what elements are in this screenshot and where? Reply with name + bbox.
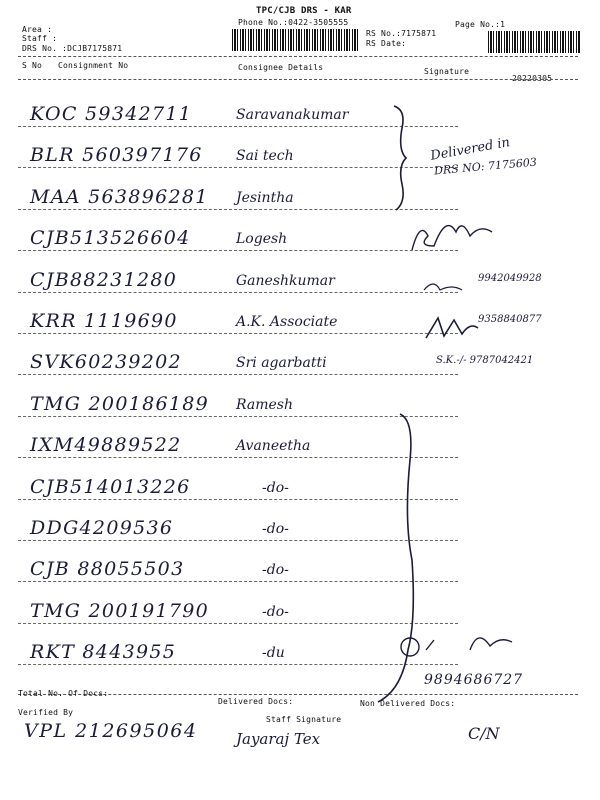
- row-underline: [18, 333, 458, 334]
- receiver-signature-text: 9942049928: [478, 272, 542, 284]
- cn-mark: C/N: [468, 724, 500, 743]
- consignment-number: CJB88231280: [30, 268, 178, 291]
- consignment-number: TMG 200186189: [30, 392, 210, 415]
- consignee-name: -du: [262, 645, 285, 662]
- receiver-signature-text: 9358840877: [478, 314, 542, 325]
- consignee-name: Sai tech: [236, 148, 294, 165]
- consignee-name: -do-: [262, 603, 289, 620]
- row-underline: [18, 250, 458, 251]
- drs-ref-note: DRS NO: 7175603: [433, 155, 538, 178]
- consignment-number: DDG4209536: [30, 517, 174, 539]
- print-date: 20220305: [512, 74, 553, 83]
- consignee-name: Ganeshkumar: [236, 272, 335, 289]
- consignment-number: CJB514013226: [30, 475, 191, 498]
- consignee-name: Ramesh: [236, 396, 293, 413]
- row-underline: [18, 209, 458, 210]
- drs-number: DRS No. :DCJB7175871: [22, 44, 123, 53]
- row-underline: [18, 540, 458, 541]
- consignment-number: SVK60239202: [30, 351, 182, 374]
- consignee-name: Jesintha: [236, 189, 294, 206]
- row-underline: [18, 457, 458, 458]
- phone-number: Phone No.:0422-3505555: [238, 18, 349, 27]
- staff-signature-label: Staff Signature: [266, 715, 342, 724]
- col-sno: S No: [22, 61, 43, 70]
- signature-logesh: [412, 226, 492, 250]
- consignee-name: -do-: [262, 521, 289, 537]
- consignment-number: BLR 560397176: [30, 144, 203, 167]
- rs-barcode: [488, 31, 580, 53]
- verifier-code: VPL 212695064: [24, 720, 198, 742]
- row-underline: [18, 499, 458, 500]
- signature-ganesh: [424, 284, 462, 290]
- doc-title: TPC/CJB DRS - KAR: [256, 6, 352, 16]
- row-underline: [18, 581, 458, 582]
- consignee-name: Sri agarbatti: [236, 355, 327, 372]
- consignee-name: -do-: [262, 562, 289, 579]
- staff-label: Staff :: [22, 34, 58, 43]
- consignment-number: IXM49889522: [30, 434, 182, 457]
- consignment-number: KOC 59342711: [30, 103, 193, 125]
- staff-name: Jayaraj Tex: [236, 730, 321, 748]
- consignee-name: Saravanakumar: [236, 107, 349, 123]
- total-docs-label: Total No. Of Docs:: [18, 689, 109, 698]
- consignment-number: TMG 200191790: [30, 599, 210, 622]
- drs-barcode: [232, 29, 360, 51]
- consignment-number: KRR 1119690: [30, 310, 178, 332]
- rs-number: RS No.:7175871: [366, 29, 437, 38]
- row-underline: [18, 167, 458, 168]
- consignment-number: RKT 8443955: [30, 641, 177, 664]
- receiver-signature-text: S.K.-/- 9787042421: [436, 355, 534, 367]
- circled-mark: [401, 638, 419, 656]
- row-underline: [18, 416, 458, 417]
- verified-by-label: Verified By: [18, 708, 74, 717]
- area-label: Area :: [22, 25, 53, 34]
- row-underline: [18, 292, 458, 293]
- signature-ak: [426, 318, 478, 338]
- consignee-name: A.K. Associate: [236, 314, 338, 330]
- consignment-number: MAA 563896281: [30, 185, 209, 208]
- col-signature: Signature: [424, 67, 470, 76]
- consignment-number: CJB 88055503: [30, 558, 185, 581]
- consignment-number: CJB513526604: [30, 227, 191, 250]
- brace-top: [394, 106, 406, 210]
- rs-date: RS Date:: [366, 39, 407, 48]
- col-consignee: Consignee Details: [238, 63, 324, 72]
- row-underline: [18, 623, 458, 624]
- page-number: Page No.:1: [455, 20, 506, 29]
- row-underline: [18, 664, 458, 665]
- consignee-name: Logesh: [236, 231, 288, 248]
- consignee-name: -do-: [262, 479, 289, 496]
- delivered-docs-label: Delivered Docs:: [218, 697, 294, 706]
- non-delivered-docs-label: Non Delivered Docs:: [360, 699, 456, 708]
- row-underline: [18, 126, 458, 127]
- delivered-in-note: Delivered in: [429, 135, 512, 164]
- bottom-phone: 9894686727: [424, 672, 524, 688]
- row-underline: [18, 374, 458, 375]
- col-consignment: Consignment No: [58, 61, 129, 70]
- consignee-name: Avaneetha: [236, 438, 311, 455]
- signature-bottom: [426, 638, 512, 650]
